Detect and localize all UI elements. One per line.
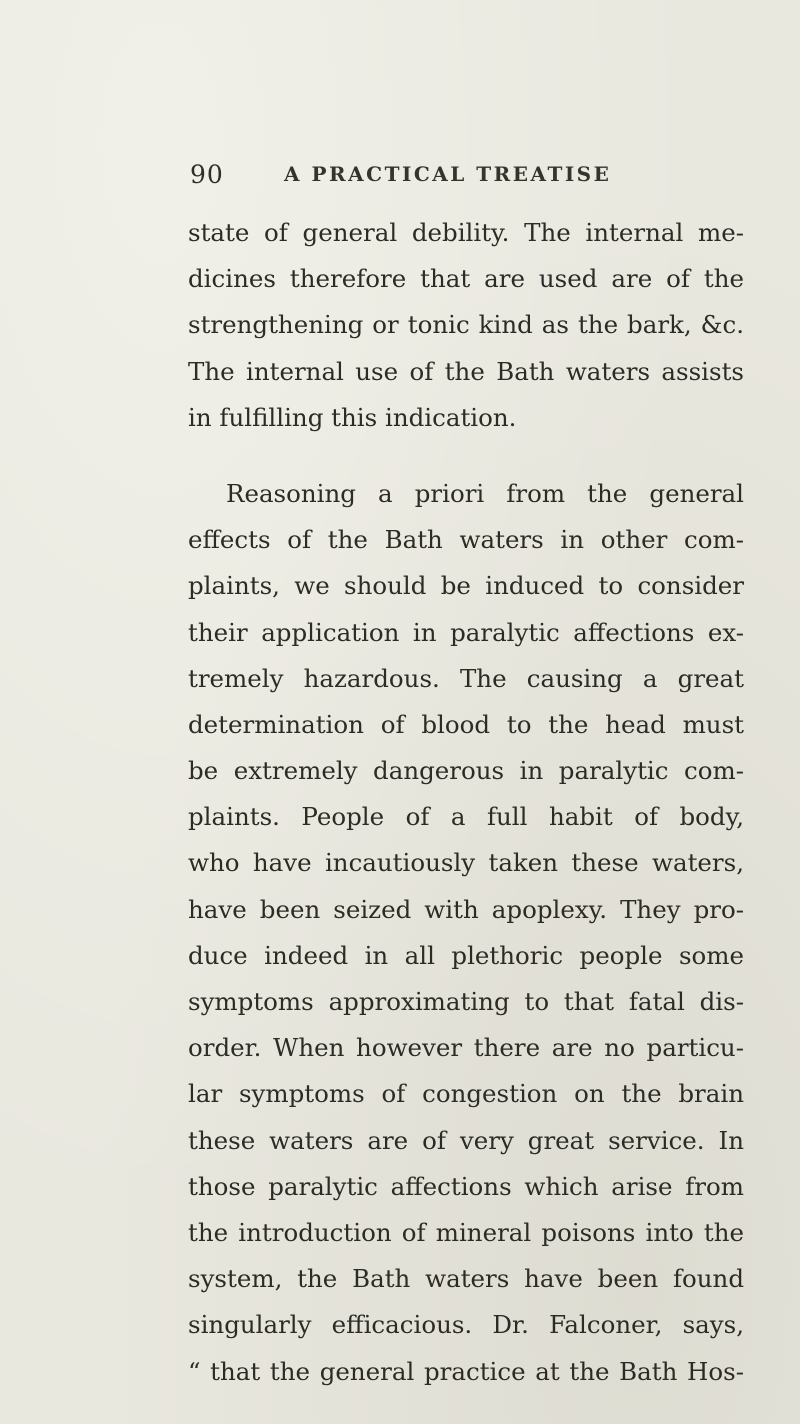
- text-line: their application in paralytic affections ex-: [188, 617, 744, 647]
- body-text: [188, 210, 744, 1395]
- text-line: those paralytic affections which arise from: [188, 1171, 744, 1201]
- text-line: order. When however there are no particu-: [188, 1033, 744, 1063]
- text-line: be extremely dangerous in paralytic com-: [188, 756, 744, 786]
- text-line: lar symptoms of congestion on the brain: [188, 1079, 744, 1109]
- text-line: symptoms approximating to that fatal dis-: [188, 987, 744, 1016]
- text-line: duce indeed in all plethoric people some: [188, 940, 744, 970]
- text-line: the introduction of mineral poisons into the: [188, 1217, 744, 1247]
- text-line: state of general debility. The internal me-: [188, 218, 744, 247]
- text-line: singularly efficacious. Dr. Falconer, says,: [188, 1310, 744, 1340]
- text-line: effects of the Bath waters in other com-: [188, 525, 744, 555]
- paragraph-2: [188, 471, 744, 1395]
- page-number: 90: [190, 160, 224, 189]
- text-line: The internal use of the Bath waters assists: [188, 356, 744, 386]
- text-line: “ that the general practice at the Bath Hos-: [188, 1356, 744, 1386]
- text-line: strengthening or tonic kind as the bark, &c.: [188, 310, 744, 340]
- text-line: who have incautiously taken these waters,: [188, 848, 744, 878]
- text-line: tremely hazardous. The causing a great: [188, 663, 744, 693]
- text-line: plaints, we should be induced to consider: [188, 571, 744, 601]
- text-line: plaints. People of a full habit of body,: [188, 802, 744, 832]
- text-line: these waters are of very great service. In: [188, 1125, 744, 1155]
- text-line: in fulfilling this indication.: [188, 402, 517, 432]
- text-line: determination of blood to the head must: [188, 709, 744, 739]
- text-line: dicines therefore that are used are of the: [188, 264, 744, 294]
- text-line: Reasoning a priori from the general: [226, 478, 744, 508]
- paragraph-1: [188, 210, 744, 441]
- running-title: A PRACTICAL TREATISE: [284, 162, 612, 186]
- paragraph-break: [188, 441, 744, 471]
- text-line: have been seized with apoplexy. They pro-: [188, 894, 744, 924]
- running-head: [190, 160, 750, 200]
- text-line: system, the Bath waters have been found: [188, 1264, 744, 1294]
